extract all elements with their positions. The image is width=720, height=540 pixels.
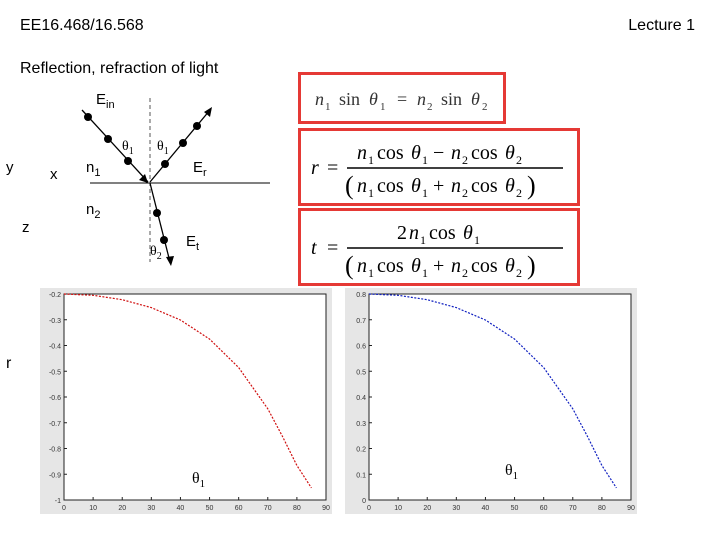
reflection-coefficient-box <box>298 128 580 206</box>
ray-diagram <box>0 85 280 285</box>
r-plot-xtick-label: 0 <box>62 505 66 512</box>
svg-text:2: 2 <box>516 153 522 167</box>
svg-text:n: n <box>315 89 324 109</box>
r-vs-theta-plot <box>40 288 332 514</box>
svg-text:=: = <box>397 89 408 109</box>
svg-text:sin: sin <box>441 89 463 109</box>
svg-text:1: 1 <box>368 266 374 280</box>
transmission-coefficient-box <box>298 208 580 286</box>
svg-text:cos: cos <box>377 255 404 277</box>
t-plot-xtick-label: 40 <box>481 505 490 512</box>
svg-text:n: n <box>357 255 367 277</box>
svg-text:n: n <box>451 175 461 197</box>
transmission-coefficient-equation <box>301 211 577 283</box>
svg-text:2: 2 <box>462 186 468 200</box>
t-plot-xtick-label: 0 <box>367 505 371 512</box>
svg-text:n: n <box>451 255 461 277</box>
svg-text:cos: cos <box>471 142 498 164</box>
svg-text:θ: θ <box>505 255 515 277</box>
e-t-label: $E_t$ <box>186 233 200 253</box>
theta-2-label: $\theta_2$ <box>150 244 162 262</box>
r-axis-label: r <box>6 355 12 372</box>
theta-1-left-label: $\theta_1$ <box>122 139 134 157</box>
svg-text:1: 1 <box>422 153 428 167</box>
incident-arrowhead <box>139 174 148 183</box>
svg-text:cos: cos <box>377 142 404 164</box>
svg-text:1: 1 <box>368 186 374 200</box>
r-plot-ytick-label: -0.9 <box>48 472 61 480</box>
svg-text:θ: θ <box>471 89 480 109</box>
svg-text:=: = <box>327 237 339 259</box>
r-plot-xlabel: $\theta_1$ <box>192 470 206 491</box>
t-plot-ytick-label: 0.6 <box>356 343 366 351</box>
lecture-number: Lecture 1 <box>628 17 695 34</box>
svg-text:2: 2 <box>397 222 407 244</box>
r-plot-ytick-label: -0.7 <box>48 420 61 428</box>
svg-text:(: ( <box>345 251 354 280</box>
e-in-label: $E_{in}$ <box>96 91 115 111</box>
svg-text:=: = <box>327 157 339 179</box>
axis-y-label: y <box>6 159 14 176</box>
svg-text:2: 2 <box>427 101 433 113</box>
r-plot-ytick-label: -0.8 <box>48 446 61 454</box>
svg-text:1: 1 <box>380 101 386 113</box>
svg-text:n: n <box>409 222 419 244</box>
e-r-label: $E_r$ <box>193 159 207 179</box>
snells-law-equation <box>301 75 503 121</box>
t-plot-ytick-label: 0.4 <box>356 395 366 402</box>
r-plot-xtick-label: 80 <box>292 505 301 512</box>
t-plot-ytick-label: 0.1 <box>356 472 366 480</box>
svg-text:2: 2 <box>516 266 522 280</box>
r-plot-xtick-label: 20 <box>118 505 127 512</box>
svg-text:1: 1 <box>368 153 374 167</box>
snells-law-box <box>298 72 506 124</box>
axis-z-label: z <box>22 219 30 236</box>
svg-text:1: 1 <box>422 186 428 200</box>
svg-text:1: 1 <box>474 233 480 247</box>
r-plot-ytick-label: -0.3 <box>48 317 61 325</box>
r-plot-xtick-label: 10 <box>89 505 98 512</box>
svg-text:t: t <box>311 237 317 259</box>
t-plot-xtick-label: 70 <box>568 505 577 512</box>
theta-1-right-label: $\theta_1$ <box>157 139 169 157</box>
svg-text:2: 2 <box>482 101 488 113</box>
t-plot-ytick-label: 0.7 <box>356 317 366 325</box>
n2-label: $n_2$ <box>86 201 101 221</box>
n1-label: $n_1$ <box>86 159 101 179</box>
svg-text:θ: θ <box>411 255 421 277</box>
wavefront-dot <box>124 157 132 165</box>
refracted-arrowhead <box>166 256 174 266</box>
t-plot-xtick-label: 10 <box>394 505 403 512</box>
svg-text:cos: cos <box>377 175 404 197</box>
r-plot-xtick-label: 40 <box>176 505 185 512</box>
wavefront-dot <box>161 160 169 168</box>
r-plot-ytick-label: -0.2 <box>48 292 61 299</box>
svg-text:n: n <box>417 89 426 109</box>
wavefront-dot <box>84 113 92 121</box>
t-plot-xlabel: $\theta_1$ <box>505 462 519 483</box>
r-plot-ytick-label: -0.6 <box>48 395 61 402</box>
t-plot-xtick-label: 30 <box>452 505 461 512</box>
svg-text:cos: cos <box>429 222 456 244</box>
r-plot-ytick-label: -0.5 <box>48 369 61 377</box>
r-plot-ytick-label: -1 <box>54 498 61 505</box>
svg-text:1: 1 <box>325 101 331 113</box>
r-plot-xtick-label: 50 <box>205 505 214 512</box>
t-plot-xtick-label: 80 <box>597 505 606 512</box>
svg-text:2: 2 <box>462 153 468 167</box>
svg-text:θ: θ <box>369 89 378 109</box>
svg-text:θ: θ <box>463 222 473 244</box>
svg-text:+: + <box>433 255 445 277</box>
svg-text:n: n <box>357 175 367 197</box>
wavefront-dot <box>104 135 112 143</box>
t-plot-ytick-label: 0.2 <box>356 446 366 454</box>
axis-x-label: x <box>50 166 58 183</box>
svg-text:): ) <box>527 251 536 280</box>
r-plot-xtick-label: 60 <box>234 505 243 512</box>
svg-text:1: 1 <box>422 266 428 280</box>
t-plot-ytick-label: 0.5 <box>356 369 366 377</box>
course-code: EE16.468/16.568 <box>20 17 144 34</box>
t-plot-ytick-label: 0.8 <box>356 292 366 299</box>
svg-text:1: 1 <box>420 233 426 247</box>
t-plot-axes-box <box>369 294 631 500</box>
svg-text:θ: θ <box>505 142 515 164</box>
r-plot-xtick-label: 30 <box>147 505 156 512</box>
svg-text:cos: cos <box>471 175 498 197</box>
svg-text:θ: θ <box>411 175 421 197</box>
slide-subtitle: Reflection, refraction of light <box>20 60 219 77</box>
wavefront-dot <box>193 122 201 130</box>
t-plot-ytick-label: 0 <box>362 498 366 505</box>
t-plot-xtick-label: 20 <box>423 505 432 512</box>
t-plot-xtick-label: 50 <box>510 505 519 512</box>
svg-text:(: ( <box>345 171 354 200</box>
wavefront-dot <box>153 209 161 217</box>
reflection-coefficient-equation <box>301 131 577 203</box>
t-plot-xtick-label: 90 <box>627 505 635 512</box>
svg-text:sin: sin <box>339 89 361 109</box>
wavefront-dot <box>160 236 168 244</box>
svg-text:2: 2 <box>516 186 522 200</box>
t-plot-xtick-label: 60 <box>539 505 548 512</box>
svg-text:2: 2 <box>462 266 468 280</box>
svg-text:cos: cos <box>471 255 498 277</box>
svg-text:n: n <box>357 142 367 164</box>
r-plot-xtick-label: 90 <box>322 505 330 512</box>
wavefront-dot <box>179 139 187 147</box>
r-plot-xtick-label: 70 <box>263 505 272 512</box>
svg-text:n: n <box>451 142 461 164</box>
svg-text:−: − <box>433 142 445 164</box>
svg-text:+: + <box>433 175 445 197</box>
t-plot-ytick-label: 0.3 <box>356 420 366 428</box>
svg-text:): ) <box>527 171 536 200</box>
t-vs-theta-plot <box>345 288 637 514</box>
svg-text:r: r <box>311 157 319 179</box>
r-plot-ytick-label: -0.4 <box>48 343 61 351</box>
svg-text:θ: θ <box>411 142 421 164</box>
svg-text:θ: θ <box>505 175 515 197</box>
